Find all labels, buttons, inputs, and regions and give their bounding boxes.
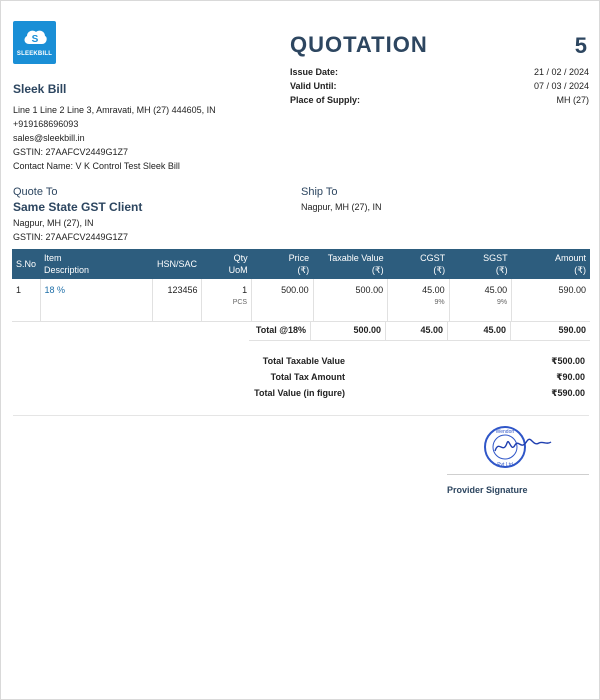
signature-line xyxy=(447,474,589,475)
cell-sgst: 45.00 9% xyxy=(449,279,512,321)
valid-until-value: 07 / 03 / 2024 xyxy=(533,81,589,91)
header-hsn: HSN/SAC xyxy=(152,249,202,279)
section-divider xyxy=(13,415,589,416)
table-row xyxy=(12,279,590,321)
cell-sgst-rate: 9% xyxy=(496,299,508,306)
meta-label: Valid Until: xyxy=(290,81,337,91)
client-name: Same State GST Client xyxy=(13,200,143,214)
stamp-text-bottom: Pvt Ltd xyxy=(497,462,513,468)
header-cgst: CGST (₹) xyxy=(388,249,450,279)
summary-value: ₹500.00 xyxy=(551,356,585,366)
table-total-row xyxy=(249,321,590,341)
provider-signature-label: Provider Signature xyxy=(447,485,528,495)
total-amount: 590.00 xyxy=(558,325,586,335)
header-item: Item Description xyxy=(40,249,152,279)
ship-to-heading: Ship To xyxy=(301,186,338,198)
summary-row xyxy=(13,385,585,401)
cell-hsn: 123456 xyxy=(152,279,202,321)
cell-cgst-rate: 9% xyxy=(434,299,445,306)
total-sgst: 45.00 xyxy=(448,321,511,340)
quote-to-heading: Quote To xyxy=(13,186,58,198)
header-sno: S.No xyxy=(12,249,40,279)
document-title: QUOTATION xyxy=(290,32,428,57)
summary-row xyxy=(13,369,585,385)
cell-item[interactable]: 18 % xyxy=(40,279,152,321)
client-address: Nagpur, MH (27), IN xyxy=(13,218,94,228)
cell-uom: PCS xyxy=(232,299,248,306)
sleekbill-logo-icon xyxy=(22,28,48,50)
summary-value: ₹590.00 xyxy=(551,388,585,398)
stamp-text-top: Wendorf xyxy=(495,429,515,435)
total-taxable: 500.00 xyxy=(311,321,386,340)
ship-to-address: Nagpur, MH (27), IN xyxy=(301,202,382,212)
header-amount: Amount (₹) xyxy=(512,249,590,279)
seller-address: Line 1 Line 2 Line 3, Amravati, MH (27) 444605, IN xyxy=(13,105,216,115)
valid-until-row xyxy=(290,79,589,93)
summary-row xyxy=(13,353,585,369)
summary-label: Total Value (in figure) xyxy=(254,388,345,398)
summary-label: Total Tax Amount xyxy=(270,372,345,382)
seller-gstin: GSTIN: 27AAFCV2449G1Z7 xyxy=(13,147,129,157)
ship-to-section xyxy=(301,186,382,214)
summary-label: Total Taxable Value xyxy=(262,356,345,366)
seller-phone: +919168696093 xyxy=(13,119,79,129)
client-gstin: GSTIN: 27AAFCV2449G1Z7 xyxy=(13,232,129,242)
cell-cgst: 45.00 9% xyxy=(388,279,450,321)
document-number: 5 xyxy=(574,33,587,58)
seller-contact: Contact Name: V K Control Test Sleek Bill xyxy=(13,161,180,171)
items-table xyxy=(12,249,590,322)
seller-details xyxy=(13,82,216,173)
place-of-supply-value: MH (27) xyxy=(556,95,589,105)
header-price: Price (₹) xyxy=(252,249,314,279)
svg-text:S: S xyxy=(31,34,38,45)
cell-qty: 1 PCS xyxy=(202,279,252,321)
document-meta xyxy=(290,65,589,107)
total-label: Total @18% xyxy=(249,321,311,340)
total-cgst: 45.00 xyxy=(386,321,448,340)
meta-label: Issue Date: xyxy=(290,67,339,77)
seller-name: Sleek Bill xyxy=(13,82,67,96)
table-header-row xyxy=(12,249,590,279)
seller-email: sales@sleekbill.in xyxy=(13,133,85,143)
cell-sno: 1 xyxy=(12,279,40,321)
meta-label: Place of Supply: xyxy=(290,95,361,105)
summary-section xyxy=(13,353,585,401)
header-sgst: SGST (₹) xyxy=(449,249,512,279)
issue-date-row xyxy=(290,65,589,79)
cell-amount: 590.00 xyxy=(512,279,590,321)
company-logo xyxy=(13,21,56,64)
header-taxable: Taxable Value (₹) xyxy=(313,249,387,279)
company-stamp-icon xyxy=(481,421,553,473)
logo-text: SLEEKBILL xyxy=(16,51,53,57)
summary-value: ₹90.00 xyxy=(556,372,585,382)
place-of-supply-row xyxy=(290,93,589,107)
quote-to-section xyxy=(13,186,142,244)
cell-price: 500.00 xyxy=(252,279,314,321)
issue-date-value: 21 / 02 / 2024 xyxy=(533,67,589,77)
cell-taxable: 500.00 xyxy=(313,279,387,321)
header-qty: Qty UoM xyxy=(202,249,252,279)
